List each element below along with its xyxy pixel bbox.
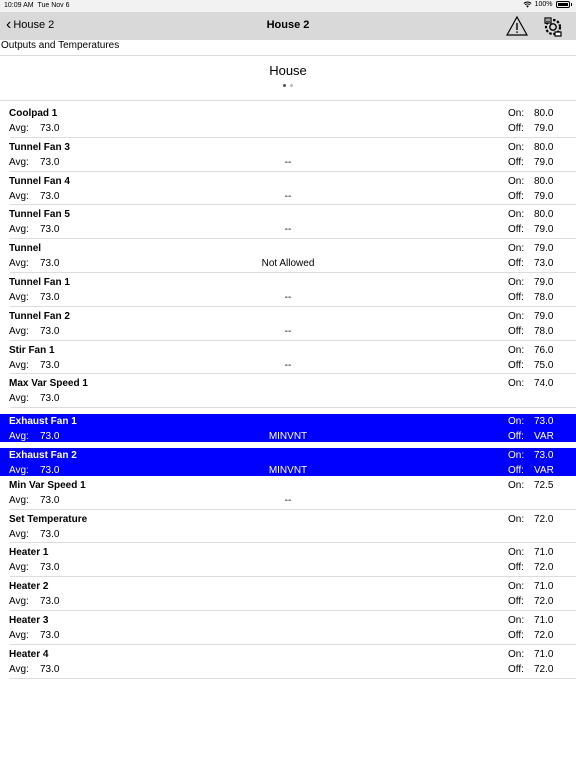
on-value: 73.0 [534,449,554,461]
off-label: Off: [508,291,524,303]
on-value: 79.0 [534,310,554,322]
avg-label: Avg: [9,325,29,337]
section-label: Outputs and Temperatures [1,40,120,51]
status-right [523,1,572,8]
output-row[interactable] [0,138,576,172]
output-name: Min Var Speed 1 [9,479,86,491]
off-label: Off: [508,596,524,608]
output-name: Tunnel Fan 1 [9,276,70,288]
on-value: 80.0 [534,175,554,187]
avg-label: Avg: [9,190,29,202]
output-name: Tunnel Fan 3 [9,141,70,153]
avg-label: Avg: [9,393,29,405]
divider [0,100,576,101]
chevron-left-icon: ‹ [6,16,12,33]
avg-value: 73.0 [40,596,60,608]
on-value: 71.0 [534,581,554,593]
off-value: 79.0 [534,123,554,134]
off-label: Off: [508,258,524,270]
on-value: 74.0 [534,378,554,390]
on-label: On: [508,648,525,660]
on-label: On: [508,344,525,356]
output-row[interactable] [0,341,576,375]
output-status: Not Allowed [261,258,315,270]
output-status: MINVNT [268,430,308,442]
output-row[interactable] [0,104,576,138]
output-name: Max Var Speed 1 [9,378,88,390]
output-status: -- [284,291,292,303]
output-status: -- [284,156,292,168]
avg-label: Avg: [9,123,29,134]
off-label: Off: [508,629,524,641]
output-row[interactable] [0,476,576,510]
off-label: Off: [508,190,524,202]
off-value: 79.0 [534,190,554,202]
on-value: 71.0 [534,614,554,626]
output-status: -- [284,190,292,202]
output-row[interactable] [0,239,576,273]
on-label: On: [508,209,525,221]
controller-settings-icon[interactable] [541,14,565,38]
on-value: 80.0 [534,209,554,221]
off-value: VAR [534,430,554,442]
output-name: Coolpad 1 [9,108,58,119]
on-value: 73.0 [534,415,554,427]
page-dot-1[interactable] [283,84,286,87]
off-label: Off: [508,663,524,675]
off-value: 72.0 [534,562,554,574]
off-label: Off: [508,224,524,236]
page-dot-2[interactable] [290,84,293,87]
on-label: On: [508,141,525,153]
off-label: Off: [508,359,524,371]
output-status: MINVNT [268,464,308,476]
status-bar [0,0,576,12]
output-status: -- [284,325,292,337]
avg-label: Avg: [9,464,29,476]
output-name: Tunnel Fan 2 [9,310,70,322]
off-value: 79.0 [534,156,554,168]
on-label: On: [508,513,525,525]
status-time: 10:09 AM Tue Nov 6 [4,2,70,9]
on-value: 72.5 [534,479,554,491]
output-status: -- [284,359,292,371]
avg-value: 73.0 [40,528,60,540]
avg-value: 73.0 [40,156,60,168]
wifi-icon [523,1,532,8]
off-value: VAR [534,464,554,476]
on-value: 71.0 [534,547,554,559]
avg-label: Avg: [9,494,29,506]
on-label: On: [508,479,525,491]
output-row[interactable] [0,577,576,611]
off-value: 78.0 [534,325,554,337]
on-label: On: [508,243,525,255]
on-label: On: [508,581,525,593]
output-name: Heater 1 [9,547,49,559]
off-label: Off: [508,430,524,442]
navigation-bar [0,12,576,40]
avg-label: Avg: [9,629,29,641]
battery-icon [556,1,570,8]
battery-percent: 100% [534,1,553,8]
output-row[interactable] [0,374,576,408]
output-row[interactable] [0,543,576,577]
output-name: Set Temperature [9,513,88,525]
avg-label: Avg: [9,562,29,574]
on-value: 71.0 [534,648,554,660]
house-title: House [269,63,307,78]
output-name: Heater 2 [9,581,49,593]
avg-value: 73.0 [40,430,60,442]
avg-value: 73.0 [40,359,60,371]
on-value: 76.0 [534,344,554,356]
output-row[interactable] [0,510,576,544]
output-name: Tunnel Fan 4 [9,175,70,187]
off-value: 72.0 [534,596,554,608]
output-row[interactable] [0,273,576,307]
avg-value: 73.0 [40,258,60,270]
avg-label: Avg: [9,430,29,442]
avg-value: 73.0 [40,291,60,303]
output-list [0,104,576,679]
off-value: 75.0 [534,359,554,371]
avg-value: 73.0 [40,663,60,675]
output-name: Exhaust Fan 2 [9,449,77,461]
avg-label: Avg: [9,291,29,303]
avg-value: 73.0 [40,629,60,641]
avg-value: 73.0 [40,393,60,405]
alarm-warning-icon[interactable] [506,15,528,37]
avg-value: 73.0 [40,123,60,134]
on-value: 80.0 [534,108,554,119]
avg-value: 73.0 [40,494,60,506]
avg-value: 73.0 [40,325,60,337]
off-value: 73.0 [534,258,554,270]
output-row[interactable] [0,611,576,645]
avg-label: Avg: [9,224,29,236]
avg-label: Avg: [9,528,29,540]
avg-value: 73.0 [40,224,60,236]
on-label: On: [508,175,525,187]
output-status: -- [284,224,292,236]
on-label: On: [508,547,525,559]
output-name: Stir Fan 1 [9,344,55,356]
output-name: Exhaust Fan 1 [9,415,77,427]
on-label: On: [508,378,525,390]
off-label: Off: [508,123,524,134]
output-name: Tunnel [9,243,42,255]
output-name: Heater 4 [9,648,49,660]
on-value: 79.0 [534,276,554,288]
divider [0,55,576,56]
avg-value: 73.0 [40,190,60,202]
output-row[interactable] [0,448,576,476]
on-label: On: [508,276,525,288]
off-value: 78.0 [534,291,554,303]
on-label: On: [508,614,525,626]
avg-label: Avg: [9,663,29,675]
output-row[interactable] [0,414,576,442]
back-button-label: House 2 [13,19,55,31]
off-value: 72.0 [534,629,554,641]
page-indicator[interactable] [0,84,576,87]
output-row[interactable] [0,205,576,239]
output-row[interactable] [0,307,576,341]
avg-label: Avg: [9,596,29,608]
on-value: 80.0 [534,141,554,153]
output-name: Heater 3 [9,614,49,626]
page-title: House 2 [266,19,310,31]
on-value: 72.0 [534,513,554,525]
output-row[interactable] [0,172,576,206]
on-value: 79.0 [534,243,554,255]
off-value: 72.0 [534,663,554,675]
output-name: Tunnel Fan 5 [9,209,70,221]
on-label: On: [508,415,525,427]
avg-label: Avg: [9,156,29,168]
output-status: -- [284,494,292,506]
off-value: 79.0 [534,224,554,236]
off-label: Off: [508,464,524,476]
avg-label: Avg: [9,258,29,270]
off-label: Off: [508,325,524,337]
avg-value: 73.0 [40,562,60,574]
avg-label: Avg: [9,359,29,371]
avg-value: 73.0 [40,464,60,476]
off-label: Off: [508,156,524,168]
on-label: On: [508,310,525,322]
on-label: On: [508,108,525,119]
off-label: Off: [508,562,524,574]
output-row[interactable] [0,645,576,679]
on-label: On: [508,449,525,461]
